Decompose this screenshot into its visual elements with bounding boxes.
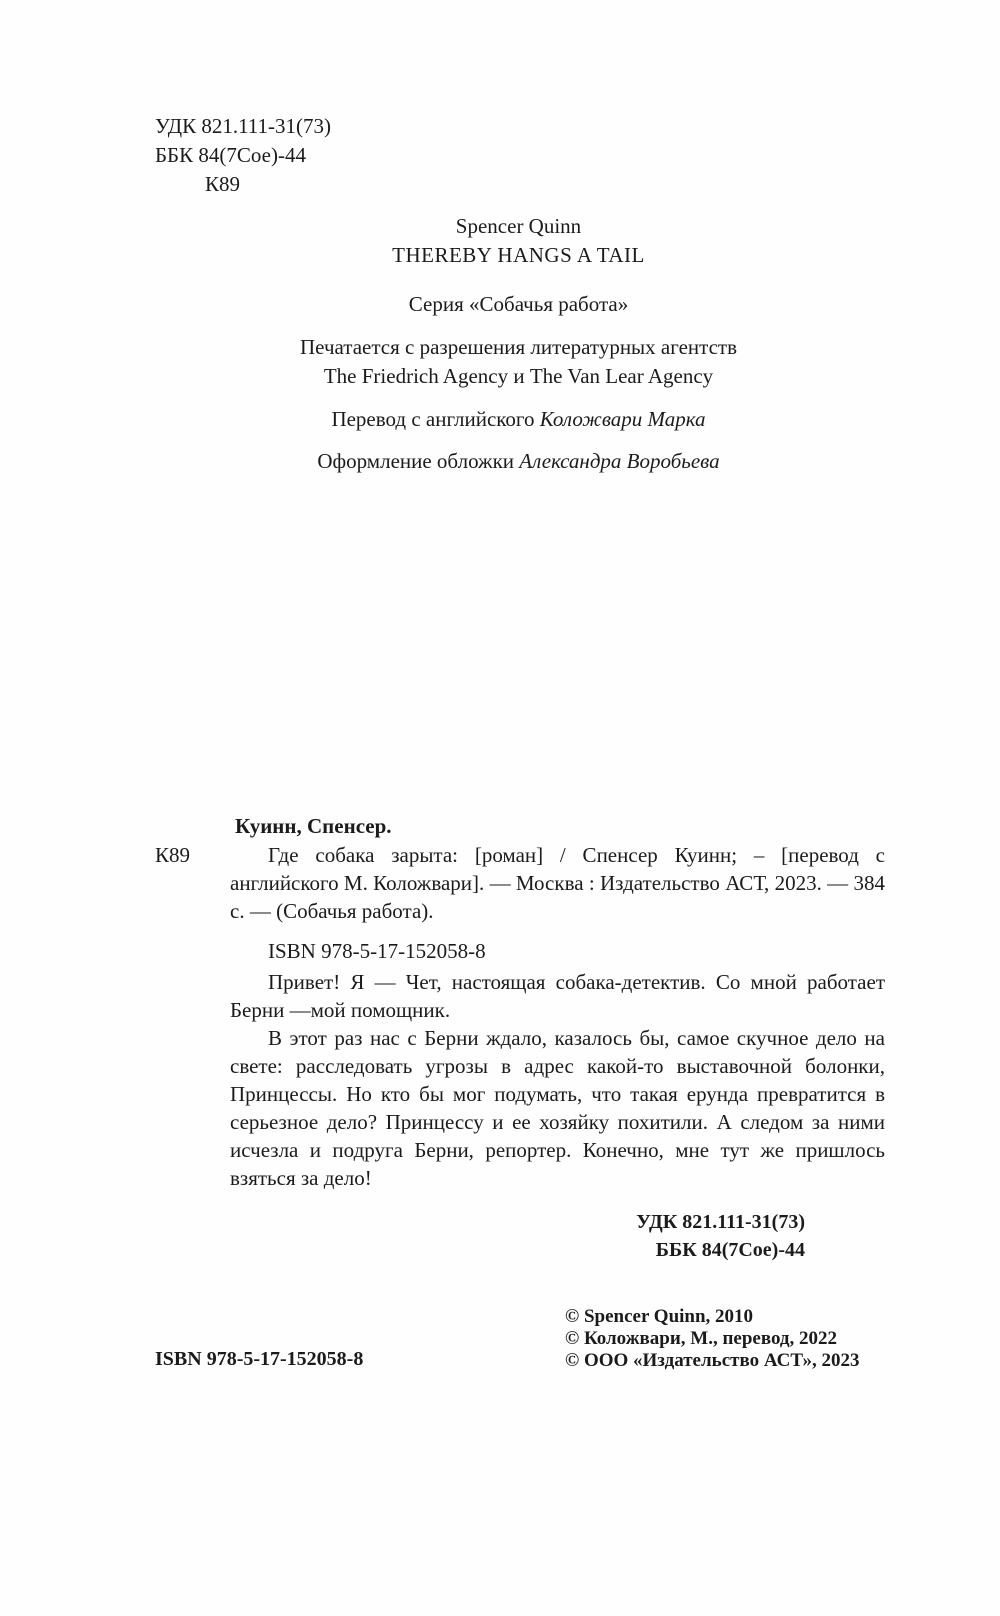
copyright-author: © Spencer Quinn, 2010 [565, 1306, 754, 1327]
bbk-code-top: ББК 84(7Сое)-44 [155, 143, 306, 167]
catalog-isbn: ISBN 978-5-17-152058-8 [268, 939, 486, 963]
annotation-paragraph-1: Привет! Я — Чет, настоящая собака-детектив. Со мной работает Берни —мой помощник. [230, 970, 885, 1022]
original-title: THEREBY HANGS A TAIL [392, 243, 645, 267]
cover-designer-name: Александра Воробьева [519, 449, 720, 473]
isbn-bottom: ISBN 978-5-17-152058-8 [155, 1348, 364, 1370]
udk-code-bottom: УДК 821.111-31(73) [636, 1211, 805, 1233]
translation-prefix: Перевод с английского [331, 407, 540, 431]
copyright-block [565, 1306, 860, 1372]
permission-line-2: The Friedrich Agency и The Van Lear Agency [323, 364, 714, 388]
udk-code-top: УДК 821.111-31(73) [155, 114, 331, 138]
copyright-translator: © Коложвари, М., перевод, 2022 [565, 1328, 838, 1349]
copyright-publisher: © ООО «Издательство АСТ», 2023 [565, 1350, 860, 1371]
series-name: Серия «Собачья работа» [408, 292, 629, 316]
imprint-header [155, 212, 882, 476]
k89-code-top: К89 [205, 172, 241, 196]
cover-prefix: Оформление обложки [317, 449, 520, 473]
catalog-card [155, 812, 885, 1192]
catalog-description-row [155, 841, 885, 925]
bottom-bibliographic-codes [636, 1208, 805, 1264]
catalog-k89-code: К89 [155, 843, 191, 867]
translator-name: Коложвари Марка [539, 407, 706, 431]
catalog-author-heading: Куинн, Спенсер. [235, 814, 392, 838]
top-bibliographic-codes [155, 112, 331, 199]
catalog-description: Где собака зарыта: [роман] / Спенсер Куинн; – [перевод с английского М. Коложвари]. — Москва : Издательство АСТ, 2023. — 384 с. — (Собачья работа). [230, 843, 885, 923]
annotation-paragraph-2: В этот раз нас с Берни ждало, казалось бы, самое скучное дело на свете: расследовать угрозы в адрес какой-то выставочной болонки, Принцессы. Но кто бы мог подумать, что такая ерунда превратится в серьезное дело? Принцессу и ее хозяйку похитили. А следом за ними исчезла и подруга Берни, репортер. Конечно, мне тут же пришлось взяться за дело! [230, 1026, 885, 1190]
permission-line-1: Печатается с разрешения литературных агентств [300, 335, 737, 359]
translation-credit [155, 405, 882, 434]
original-author: Spencer Quinn [455, 214, 582, 238]
cover-credit [155, 447, 882, 476]
bbk-code-bottom: ББК 84(7Сое)-44 [655, 1239, 805, 1261]
